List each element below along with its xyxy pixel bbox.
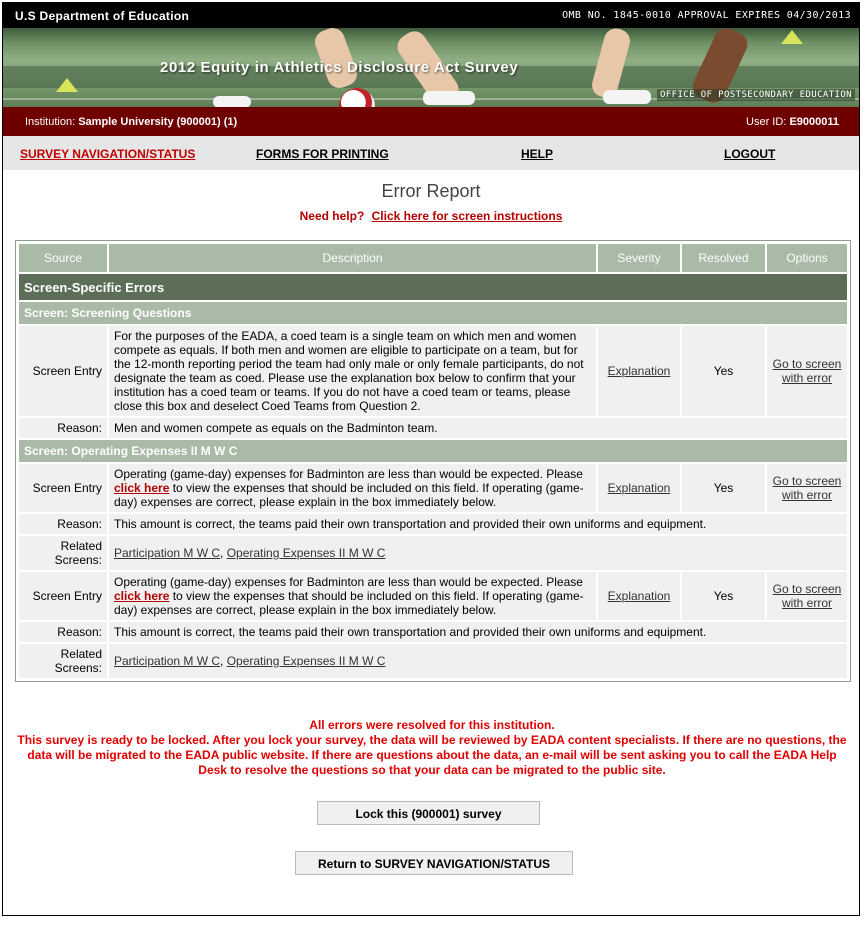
- table-header-row: [18, 243, 848, 273]
- related-screens-label: Related Screens:: [18, 643, 108, 679]
- nav-help[interactable]: HELP: [521, 147, 554, 161]
- reason-row: [18, 417, 848, 439]
- table-row: [18, 571, 848, 621]
- main-nav: [3, 136, 859, 170]
- go-to-screen-link[interactable]: Go to screen with error: [772, 582, 842, 610]
- column-header-description: Description: [108, 243, 597, 273]
- error-source: Screen Entry: [18, 571, 108, 621]
- severity-explanation-link[interactable]: Explanation: [607, 589, 671, 603]
- office-label: OFFICE OF POSTSECONDARY EDUCATION: [657, 89, 855, 101]
- reason-row: [18, 513, 848, 535]
- reason-row: [18, 621, 848, 643]
- status-message: [3, 718, 860, 778]
- nav-logout[interactable]: LOGOUT: [724, 147, 776, 161]
- reason-label: Reason:: [18, 513, 108, 535]
- severity-explanation-link[interactable]: Explanation: [607, 481, 671, 495]
- lock-instructions: This survey is ready to be locked. After you lock your survey, the data will be reviewed by EADA content specialists. If there are no questions, the data will be migrated to the EADA public website. If there are questions about the data, an e-mail will be sent asking you to call the EADA Help Desk to resolve the questions so that your data can be migrated to the public site.: [17, 733, 847, 777]
- error-source: Screen Entry: [18, 325, 108, 417]
- related-screen-link[interactable]: Operating Expenses II M W C: [226, 546, 386, 560]
- error-report-table: [18, 243, 848, 679]
- column-header-source: Source: [18, 243, 108, 273]
- error-report-table-wrapper: [15, 240, 851, 682]
- help-line: [3, 209, 859, 223]
- return-navigation-button[interactable]: Return to SURVEY NAVIGATION/STATUS: [295, 851, 573, 875]
- reason-text: This amount is correct, the teams paid their own transportation and provided their own uniforms and equipment.: [108, 621, 848, 643]
- related-screens-label: Related Screens:: [18, 535, 108, 571]
- soccer-ball-icon: [339, 88, 375, 107]
- reason-label: Reason:: [18, 621, 108, 643]
- resolved-status: Yes: [681, 571, 766, 621]
- severity-explanation-link[interactable]: Explanation: [607, 364, 671, 378]
- related-screens-row: Related Screens: Participation M W C, Operating Expenses II M W C: [18, 535, 848, 571]
- table-row: [18, 325, 848, 417]
- screen-instructions-link[interactable]: Click here for screen instructions: [371, 209, 563, 223]
- cone-icon: [56, 78, 78, 92]
- go-to-screen-link[interactable]: Go to screen with error: [772, 357, 842, 385]
- page-frame: [2, 2, 860, 916]
- column-header-resolved: Resolved: [681, 243, 766, 273]
- reason-label: Reason:: [18, 417, 108, 439]
- error-source: Screen Entry: [18, 463, 108, 513]
- omb-approval: OMB NO. 1845-0010 APPROVAL EXPIRES 04/30/2013: [562, 10, 851, 21]
- related-screen-link[interactable]: Participation M W C: [114, 654, 221, 668]
- go-to-screen-link[interactable]: Go to screen with error: [772, 474, 842, 502]
- related-screen-link[interactable]: Participation M W C: [114, 546, 221, 560]
- screen-heading: Screen: Operating Expenses II M W C: [18, 439, 848, 463]
- related-screen-link[interactable]: Operating Expenses II M W C: [226, 654, 386, 668]
- banner-image: [3, 28, 859, 107]
- resolved-message: All errors were resolved for this institution.: [309, 718, 555, 732]
- agency-name: U.S Department of Education: [15, 9, 190, 23]
- resolved-status: Yes: [681, 463, 766, 513]
- top-bar: [3, 3, 859, 28]
- category-heading: Screen-Specific Errors: [18, 273, 848, 301]
- institution-label: Institution:: [25, 116, 76, 128]
- table-row: [18, 463, 848, 513]
- click-here-link[interactable]: click here: [114, 481, 170, 495]
- user-id-label: User ID:: [746, 116, 787, 128]
- cone-icon: [781, 30, 803, 44]
- nav-survey-navigation[interactable]: SURVEY NAVIGATION/STATUS: [20, 147, 196, 161]
- nav-forms-for-printing[interactable]: FORMS FOR PRINTING: [256, 147, 389, 161]
- resolved-status: Yes: [681, 325, 766, 417]
- click-here-link[interactable]: click here: [114, 589, 170, 603]
- lock-survey-button[interactable]: Lock this (900001) survey: [317, 801, 540, 825]
- page-title: Error Report: [381, 181, 481, 201]
- reason-text: This amount is correct, the teams paid their own transportation and provided their own uniforms and equipment.: [108, 513, 848, 535]
- error-description: For the purposes of the EADA, a coed team is a single team on which men and women compete as equals. If both men and women are eligible to participate on a team, but for the 12-month reporting period the team had only male or only female participants, do not designate the team as coed. Please use the explanation box below to confirm that your institution has a coed team or teams. If you do not have a coed team or teams, please close this box and deselect Coed Teams from Question 2.: [108, 325, 597, 417]
- institution-bar: [3, 107, 859, 136]
- error-description: Operating (game-day) expenses for Badminton are less than would be expected. Please click here to view the expenses that should be included on this field. If operating (game-day) expenses are correct, please explain in the box immediately below.: [108, 571, 597, 621]
- survey-title: 2012 Equity in Athletics Disclosure Act Survey: [160, 59, 519, 76]
- column-header-severity: Severity: [597, 243, 681, 273]
- help-prefix: Need help?: [299, 209, 365, 223]
- institution-name: Sample University (900001) (1): [78, 116, 238, 128]
- screen-heading: Screen: Screening Questions: [18, 301, 848, 325]
- user-id: E9000011: [789, 116, 839, 128]
- error-description: Operating (game-day) expenses for Badminton are less than would be expected. Please click here to view the expenses that should be included on this field. If operating (game-day) expenses are correct, please explain in the box immediately below.: [108, 463, 597, 513]
- column-header-options: Options: [766, 243, 848, 273]
- reason-text: Men and women compete as equals on the Badminton team.: [108, 417, 848, 439]
- related-screens-row: Related Screens: Participation M W C, Operating Expenses II M W C: [18, 643, 848, 679]
